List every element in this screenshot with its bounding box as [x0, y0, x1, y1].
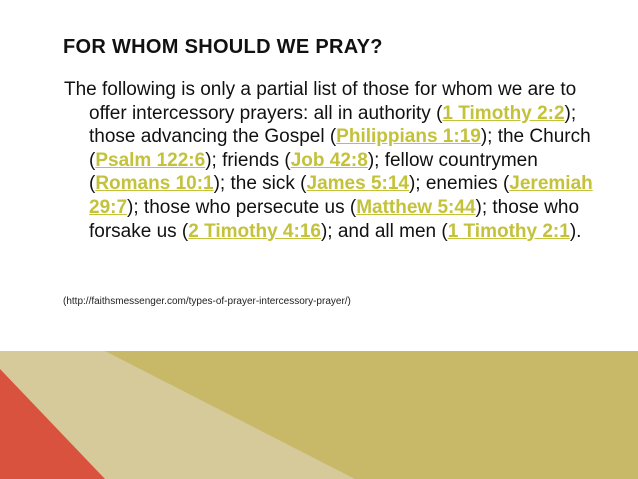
body-text-segment: ); friends (	[205, 149, 291, 171]
body-text-segment: ); those advancing the Gospel (	[89, 102, 577, 148]
scripture-link[interactable]: Jeremiah 29:7	[89, 173, 593, 218]
scripture-link[interactable]: Psalm 122:6	[95, 149, 206, 171]
body-text-segment: ); enemies (	[408, 173, 510, 195]
scripture-link[interactable]: Job 42:8	[290, 149, 368, 171]
decorative-band-graphic	[0, 351, 638, 479]
body-text-segment: The following is only a partial list of those for whom we are to offer intercessory prayers: all in authority (	[64, 79, 577, 124]
body-text-segment: ); fellow countrymen (	[89, 149, 538, 195]
body-text-segment: ).	[569, 220, 582, 242]
body-text-segment: ); those who forsake us (	[89, 196, 580, 242]
scripture-link[interactable]: 1 Timothy 2:1	[447, 220, 570, 242]
slide-title: FOR WHOM SHOULD WE PRAY?	[63, 36, 383, 58]
scripture-link[interactable]: Romans 10:1	[95, 173, 214, 195]
scripture-link[interactable]: Matthew 5:44	[356, 196, 476, 218]
scripture-link[interactable]: James 5:14	[306, 173, 409, 195]
slide-body	[64, 78, 609, 243]
decorative-band	[0, 351, 638, 479]
scripture-link[interactable]: Philippians 1:19	[336, 126, 481, 148]
scripture-link[interactable]: 2 Timothy 4:16	[188, 220, 321, 242]
body-text-segment: ); those who persecute us (	[127, 196, 357, 218]
body-text-segment: ); and all men (	[320, 220, 448, 242]
source-citation: (http://faithsmessenger.com/types-of-prayer-intercessory-prayer/)	[63, 296, 351, 307]
scripture-link[interactable]: 1 Timothy 2:2	[442, 102, 565, 124]
body-text-segment: ); the sick (	[213, 173, 307, 195]
body-text-segment: ); the Church (	[89, 126, 591, 171]
